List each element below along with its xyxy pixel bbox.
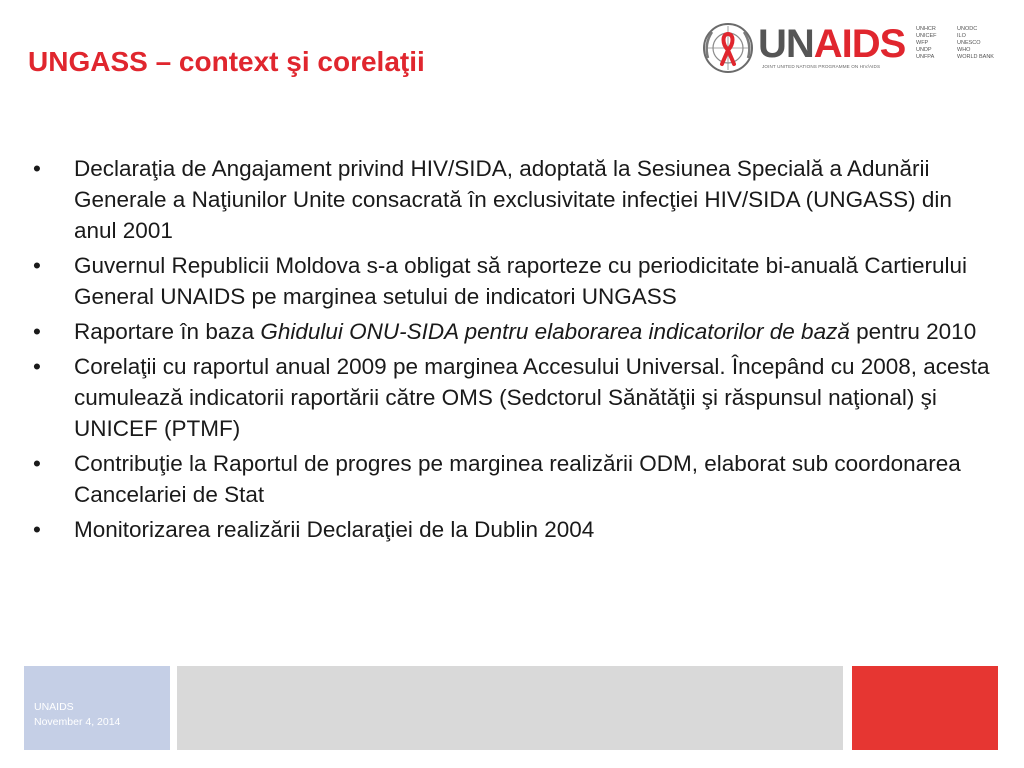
- cosponsor: WORLD BANK: [957, 54, 994, 60]
- logo-wordmark: [758, 24, 905, 64]
- footer-red-block: [852, 666, 998, 750]
- bullet-text: Corelaţii cu raportul anual 2009 pe marginea Accesului Universal. Începând cu 2008, acesta cumulează indicatorii raportării către OMS (Sedctorul Sănătăţii şi răspunsul naţional) şi UNICEF (PTMF): [74, 354, 990, 441]
- bullet-marker: •: [33, 319, 41, 344]
- cosponsor: UNHCR: [916, 26, 936, 32]
- bullet-marker: •: [33, 451, 41, 476]
- bullet-item: [30, 351, 995, 444]
- cosponsors-list: [916, 26, 936, 61]
- cosponsor: UNDP: [916, 47, 932, 53]
- bullet-marker: •: [33, 517, 41, 542]
- cosponsor: UNESCO: [957, 40, 981, 46]
- logo-word-un: UN: [758, 22, 814, 66]
- cosponsors-list: [957, 26, 994, 61]
- unaids-logo: [700, 18, 1000, 78]
- bullet-text: Contribuţie la Raportul de progres pe marginea realizării ODM, elaborat sub coordonarea Cancelariei de Stat: [74, 451, 961, 507]
- slide-title: UNGASS – context şi corelaţii: [28, 46, 425, 77]
- bullet-list: [30, 153, 995, 549]
- footer-org: UNAIDS: [34, 701, 74, 713]
- bullet-text-pre: Raportare în baza: [74, 319, 261, 344]
- bullet-item: [30, 514, 995, 545]
- bullet-item: [30, 448, 995, 510]
- logo-word-aids: AIDS: [813, 22, 906, 66]
- logo-tagline: JOINT UNITED NATIONS PROGRAMME ON HIV/AIDS: [762, 64, 881, 69]
- cosponsor: UNODC: [957, 26, 978, 32]
- bullet-marker: •: [33, 156, 41, 181]
- bullet-marker: •: [33, 354, 41, 379]
- un-emblem-icon: [700, 20, 756, 76]
- footer-date: November 4, 2014: [34, 716, 121, 728]
- cosponsor: WFP: [916, 40, 929, 46]
- bullet-text: Guvernul Republicii Moldova s-a obligat să raporteze cu periodicitate bi-anuală Cartierului General UNAIDS pe marginea setului de indicatori UNGASS: [74, 253, 967, 309]
- bullet-text-post: pentru 2010: [849, 319, 977, 344]
- footer-grey-block: [177, 666, 843, 750]
- cosponsor: UNFPA: [916, 54, 935, 60]
- cosponsor: ILO: [957, 33, 966, 39]
- cosponsor: UNICEF: [916, 33, 937, 39]
- bullet-text: Declaraţia de Angajament privind HIV/SIDA, adoptată la Sesiunea Specială a Adunării Generale a Naţiunilor Unite consacrată în exclusivitate infecţiei HIV/SIDA (UNGASS) din anul 2001: [74, 156, 952, 243]
- bullet-text: Monitorizarea realizării Declaraţiei de la Dublin 2004: [74, 517, 595, 542]
- bullet-text: [74, 319, 976, 344]
- bullet-item: [30, 250, 995, 312]
- cosponsor: WHO: [957, 47, 971, 53]
- bullet-marker: •: [33, 253, 41, 278]
- bullet-item: [30, 316, 995, 347]
- guide-title: Ghidului ONU-SIDA pentru elaborarea indicatorilor de bază: [260, 319, 850, 344]
- footer-info: [34, 700, 120, 730]
- bullet-item: [30, 153, 995, 246]
